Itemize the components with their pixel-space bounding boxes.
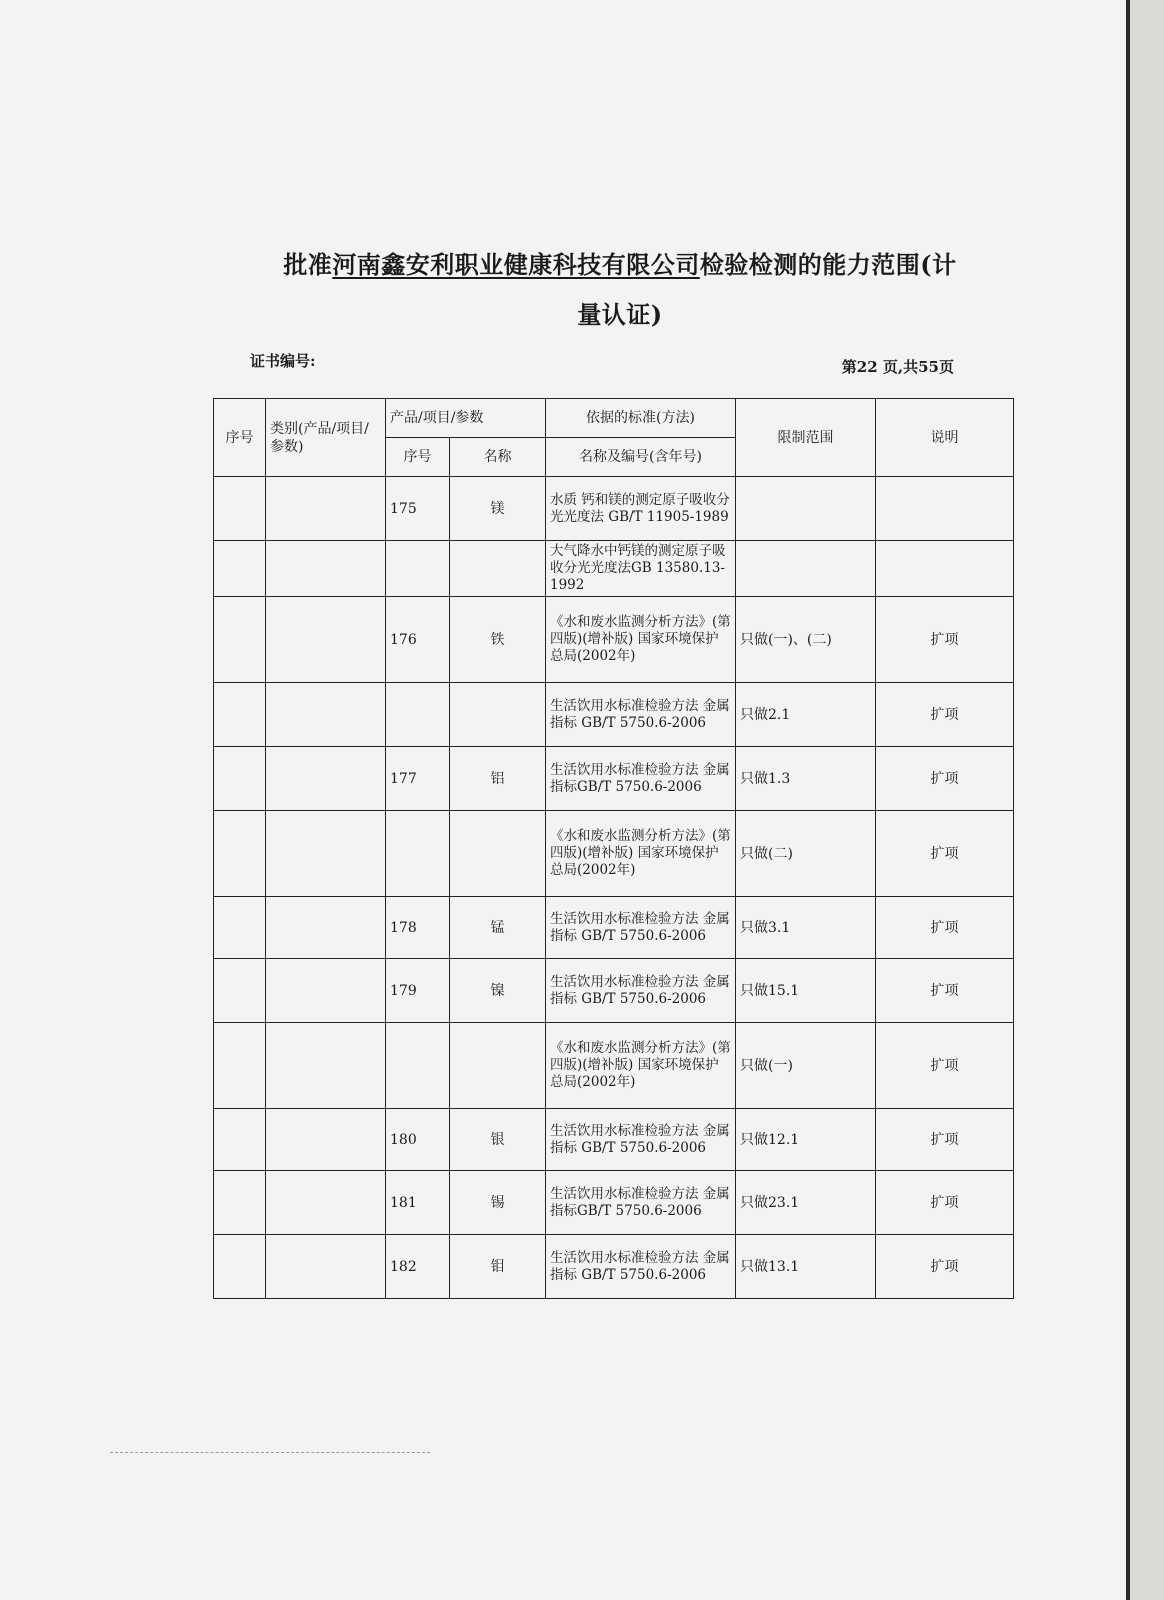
row-limit-cell (736, 541, 876, 597)
row-note-cell: 扩项 (876, 897, 1014, 959)
row-category-cell (266, 597, 386, 683)
row-standard-cell: 生活饮用水标准检验方法 金属指标 GB/T 5750.6-2006 (546, 897, 736, 959)
row-limit-cell: 只做15.1 (736, 959, 876, 1023)
row-note-cell: 扩项 (876, 1235, 1014, 1299)
row-product-name-cell: 钼 (450, 1235, 546, 1299)
row-product-seq-cell: 178 (386, 897, 450, 959)
row-product-seq-cell (386, 683, 450, 747)
document-title (250, 240, 990, 340)
row-product-seq-cell (386, 811, 450, 897)
row-seq-cell (214, 477, 266, 541)
row-category-cell (266, 1109, 386, 1171)
row-limit-cell: 只做2.1 (736, 683, 876, 747)
header-product-name: 名称 (450, 438, 546, 477)
row-limit-cell (736, 477, 876, 541)
row-category-cell (266, 959, 386, 1023)
header-limit: 限制范围 (736, 399, 876, 477)
row-limit-cell: 只做12.1 (736, 1109, 876, 1171)
row-product-seq-cell: 181 (386, 1171, 450, 1235)
row-standard-cell: 生活饮用水标准检验方法 金属指标GB/T 5750.6-2006 (546, 1171, 736, 1235)
row-product-name-cell (450, 683, 546, 747)
row-seq-cell (214, 897, 266, 959)
row-note-cell: 扩项 (876, 959, 1014, 1023)
row-product-seq-cell: 182 (386, 1235, 450, 1299)
row-note-cell: 扩项 (876, 811, 1014, 897)
table-row (214, 1109, 1014, 1171)
row-limit-cell: 只做(一) (736, 1023, 876, 1109)
table-row (214, 541, 1014, 597)
title-org: 河南鑫安利职业健康科技有限公司 (332, 250, 700, 279)
row-product-name-cell (450, 811, 546, 897)
row-seq-cell (214, 597, 266, 683)
row-category-cell (266, 747, 386, 811)
row-product-name-cell: 铁 (450, 597, 546, 683)
row-limit-cell: 只做13.1 (736, 1235, 876, 1299)
row-product-seq-cell (386, 541, 450, 597)
row-limit-cell: 只做1.3 (736, 747, 876, 811)
header-category: 类别(产品/项目/参数) (266, 399, 386, 477)
row-category-cell (266, 477, 386, 541)
table-row (214, 477, 1014, 541)
row-note-cell: 扩项 (876, 597, 1014, 683)
table-row (214, 1023, 1014, 1109)
row-standard-cell: 《水和废水监测分析方法》(第四版)(增补版) 国家环境保护总局(2002年) (546, 811, 736, 897)
row-category-cell (266, 541, 386, 597)
footer-line (110, 1452, 430, 1453)
row-category-cell (266, 811, 386, 897)
row-note-cell (876, 477, 1014, 541)
row-product-seq-cell: 177 (386, 747, 450, 811)
table-row (214, 811, 1014, 897)
row-seq-cell (214, 811, 266, 897)
row-product-name-cell: 锡 (450, 1171, 546, 1235)
row-product-name-cell (450, 1023, 546, 1109)
row-note-cell: 扩项 (876, 1023, 1014, 1109)
row-note-cell (876, 541, 1014, 597)
row-note-cell: 扩项 (876, 747, 1014, 811)
row-product-name-cell: 镁 (450, 477, 546, 541)
row-category-cell (266, 1023, 386, 1109)
header-note: 说明 (876, 399, 1014, 477)
row-product-name-cell: 铝 (450, 747, 546, 811)
row-category-cell (266, 897, 386, 959)
row-seq-cell (214, 1023, 266, 1109)
title-suffix: 检验检测的能力范围(计 (699, 250, 957, 279)
row-product-name-cell: 镍 (450, 959, 546, 1023)
page-info: 第22 页,共55页 (841, 358, 954, 376)
header-standard-name: 名称及编号(含年号) (546, 438, 736, 477)
row-standard-cell: 生活饮用水标准检验方法 金属指标 GB/T 5750.6-2006 (546, 1109, 736, 1171)
row-product-seq-cell: 180 (386, 1109, 450, 1171)
row-category-cell (266, 1235, 386, 1299)
cert-number-label: 证书编号: (250, 352, 316, 370)
row-standard-cell: 生活饮用水标准检验方法 金属指标 GB/T 5750.6-2006 (546, 683, 736, 747)
header-standard-group: 依据的标准(方法) (546, 399, 736, 438)
row-seq-cell (214, 747, 266, 811)
row-product-seq-cell: 176 (386, 597, 450, 683)
row-note-cell: 扩项 (876, 1171, 1014, 1235)
table-row (214, 959, 1014, 1023)
row-seq-cell (214, 1235, 266, 1299)
row-seq-cell (214, 1109, 266, 1171)
row-category-cell (266, 1171, 386, 1235)
scope-table (213, 398, 1014, 1299)
row-product-seq-cell: 179 (386, 959, 450, 1023)
row-limit-cell: 只做3.1 (736, 897, 876, 959)
header-product-seq: 序号 (386, 438, 450, 477)
row-limit-cell: 只做23.1 (736, 1171, 876, 1235)
row-standard-cell: 《水和废水监测分析方法》(第四版)(增补版) 国家环境保护总局(2002年) (546, 1023, 736, 1109)
table-row (214, 897, 1014, 959)
table-row (214, 1171, 1014, 1235)
table-row (214, 683, 1014, 747)
table-row (214, 1235, 1014, 1299)
row-standard-cell: 水质 钙和镁的测定原子吸收分光光度法 GB/T 11905-1989 (546, 477, 736, 541)
row-product-name-cell (450, 541, 546, 597)
table-row (214, 597, 1014, 683)
row-seq-cell (214, 683, 266, 747)
header-seq: 序号 (214, 399, 266, 477)
row-standard-cell: 《水和废水监测分析方法》(第四版)(增补版) 国家环境保护总局(2002年) (546, 597, 736, 683)
row-product-name-cell: 银 (450, 1109, 546, 1171)
row-seq-cell (214, 541, 266, 597)
page-edge (1126, 0, 1164, 1600)
row-product-seq-cell: 175 (386, 477, 450, 541)
row-seq-cell (214, 1171, 266, 1235)
row-category-cell (266, 683, 386, 747)
row-product-seq-cell (386, 1023, 450, 1109)
row-seq-cell (214, 959, 266, 1023)
row-standard-cell: 生活饮用水标准检验方法 金属指标GB/T 5750.6-2006 (546, 747, 736, 811)
row-limit-cell: 只做(一)、(二) (736, 597, 876, 683)
title-prefix: 批准 (283, 250, 333, 279)
title-line2: 量认证) (577, 300, 663, 329)
row-product-name-cell: 锰 (450, 897, 546, 959)
row-standard-cell: 生活饮用水标准检验方法 金属指标 GB/T 5750.6-2006 (546, 1235, 736, 1299)
row-standard-cell: 大气降水中钙镁的测定原子吸收分光光度法GB 13580.13-1992 (546, 541, 736, 597)
row-note-cell: 扩项 (876, 683, 1014, 747)
row-standard-cell: 生活饮用水标准检验方法 金属指标 GB/T 5750.6-2006 (546, 959, 736, 1023)
table-row (214, 747, 1014, 811)
row-note-cell: 扩项 (876, 1109, 1014, 1171)
header-product-group: 产品/项目/参数 (386, 399, 546, 438)
row-limit-cell: 只做(二) (736, 811, 876, 897)
